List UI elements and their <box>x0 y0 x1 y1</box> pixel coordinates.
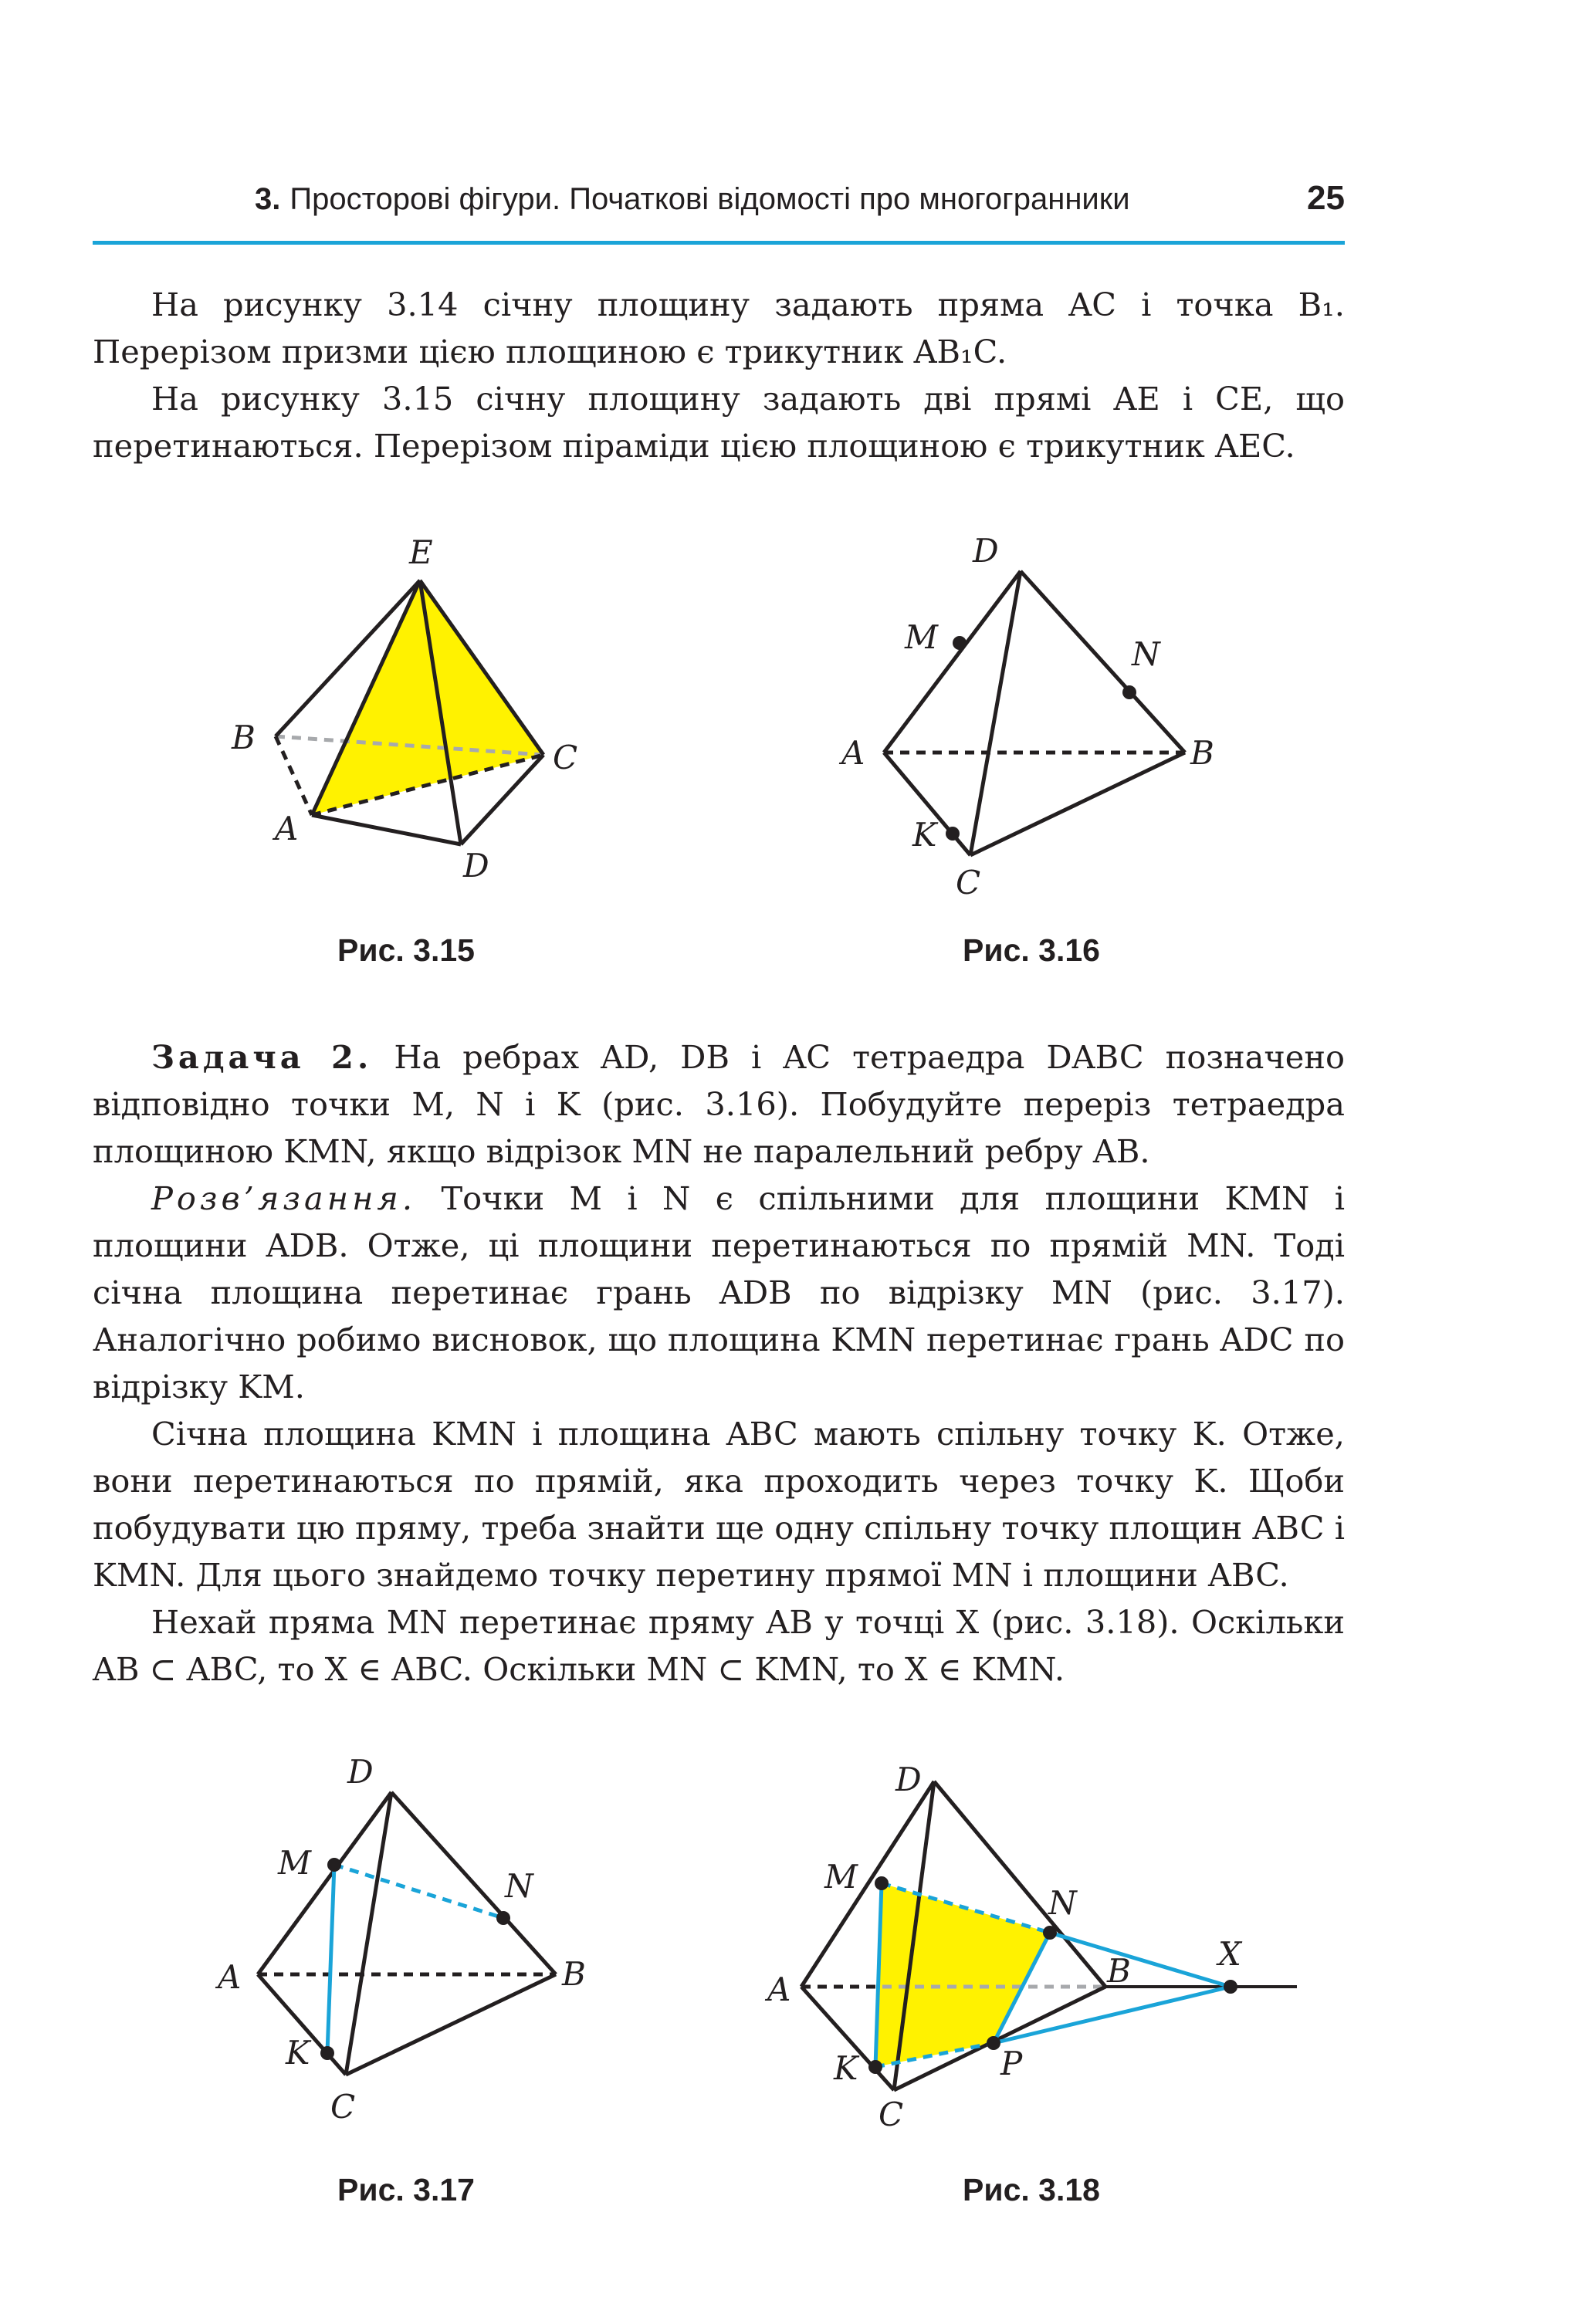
solution-text-1: Точки M і N є спільними для площини KMN і площини ADB. Отже, ці площини перетинаються по прямій MN. Тоді січна площина перетинає грань ADB по відрізку MN (рис. 3.17). Аналогічно робимо висновок, що площина KMN перетинає грань ADC по відрізку KM. <box>93 1179 1345 1406</box>
edge-db <box>1021 571 1185 753</box>
solution-label: Розв’язання. <box>151 1179 417 1217</box>
header-rule <box>93 241 1345 245</box>
label-p: P <box>1000 2045 1023 2082</box>
edge-dc <box>346 1792 391 2075</box>
label-b: B <box>1190 734 1214 772</box>
label-e: E <box>409 533 433 571</box>
point-k <box>946 827 960 841</box>
label-k: K <box>912 816 937 854</box>
running-head <box>93 179 1345 225</box>
caption-fig-3-16: Рис. 3.16 <box>963 932 1100 968</box>
label-a: A <box>275 810 299 847</box>
label-b: B <box>232 719 256 756</box>
edge-da <box>884 571 1021 753</box>
label-d: D <box>463 847 489 885</box>
label-c: C <box>879 2096 904 2133</box>
edge-bc <box>970 753 1185 855</box>
point-k <box>868 2060 882 2074</box>
label-a: A <box>841 734 865 772</box>
edge-ad <box>312 815 461 844</box>
edge-da <box>258 1792 391 1974</box>
edge-bc <box>346 1974 556 2075</box>
caption-fig-3-18: Рис. 3.18 <box>963 2172 1100 2207</box>
point-m <box>875 1876 889 1890</box>
point-p <box>987 2036 1000 2050</box>
task-text <box>93 1033 1345 1693</box>
task-label: Задача 2. <box>151 1038 373 1076</box>
segment-mn <box>334 1865 503 1918</box>
page-number: 25 <box>1307 179 1345 217</box>
label-c: C <box>553 739 578 776</box>
label-n: N <box>505 1867 533 1905</box>
section-aec <box>312 580 543 815</box>
label-n: N <box>1132 635 1160 673</box>
label-b: B <box>562 1955 586 1993</box>
label-d: D <box>973 532 999 570</box>
chapter-title: Просторові фігури. Початкові відомості про многогранники <box>289 182 1130 216</box>
label-d: D <box>347 1753 374 1791</box>
label-a: A <box>218 1958 242 1996</box>
solution-paragraph-1 <box>93 1175 1345 1410</box>
segment-px <box>994 1987 1231 2043</box>
solution-paragraph-3: Нехай пряма MN перетинає пряму AB у точці X (рис. 3.18). Оскільки AB ⊂ ABC, то X ∈ ABC. Оскільки MN ⊂ KMN, то X ∈ KMN. <box>93 1603 1345 1688</box>
figure-3-15 <box>232 525 633 895</box>
task-statement-paragraph <box>93 1033 1345 1175</box>
caption-fig-3-17: Рис. 3.17 <box>337 2172 475 2207</box>
paragraph-fig-3-14: На рисунку 3.14 січну площину задають пряма AC і точка B₁. Перерізом призми цією площиною є трикутник AB₁C. <box>93 286 1345 370</box>
point-n <box>1122 685 1136 699</box>
figure-3-17 <box>208 1752 610 2138</box>
point-m <box>327 1858 341 1872</box>
caption-fig-3-15: Рис. 3.15 <box>337 932 475 968</box>
hidden-edge-ba <box>276 736 312 815</box>
edge-dc <box>970 571 1021 855</box>
label-c: C <box>956 864 981 902</box>
label-m: M <box>824 1858 858 1896</box>
label-k: K <box>286 2034 310 2072</box>
label-b: B <box>1107 1952 1131 1990</box>
segment-mk <box>327 1865 334 2053</box>
label-m: M <box>278 1844 312 1882</box>
label-k: K <box>834 2049 858 2087</box>
point-n <box>496 1911 510 1925</box>
label-a: A <box>767 1970 791 2008</box>
point-k <box>320 2046 334 2060</box>
point-m <box>953 636 967 650</box>
label-m: M <box>905 618 939 656</box>
label-d: D <box>895 1761 922 1798</box>
figure-3-18 <box>757 1760 1312 2146</box>
figure-3-16 <box>834 533 1235 918</box>
label-n: N <box>1048 1884 1077 1922</box>
point-n <box>1043 1926 1057 1940</box>
label-x: X <box>1218 1935 1241 1973</box>
chapter-heading <box>255 182 1130 217</box>
chapter-number: 3. <box>255 182 281 216</box>
point-x <box>1224 1980 1237 1994</box>
intro-text <box>93 281 1345 469</box>
paragraph-fig-3-15: На рисунку 3.15 січну площину задають дві прямі AE і CE, що перетинаються. Перерізом піраміди цією площиною є трикутник AEC. <box>93 380 1345 465</box>
task-statement: На ребрах AD, DB і AC тетраедра DABC позначено відповідно точки M, N і K (рис. 3.16). Побудуйте переріз тетраедра площиною KMN, якщо відрізок MN не паралельний ребру AB. <box>93 1038 1345 1170</box>
solution-paragraph-2: Січна площина KMN і площина ABC мають спільну точку K. Отже, вони перетинаються по прямій, яка проходить через точку K. Щоби побудувати цю пряму, треба знайти ще одну спільну точку площин ABC і KMN. Для цього знайдемо точку перетину прямої MN і площини ABC. <box>93 1415 1345 1594</box>
segment-nx <box>1050 1933 1231 1987</box>
label-c: C <box>330 2088 356 2126</box>
